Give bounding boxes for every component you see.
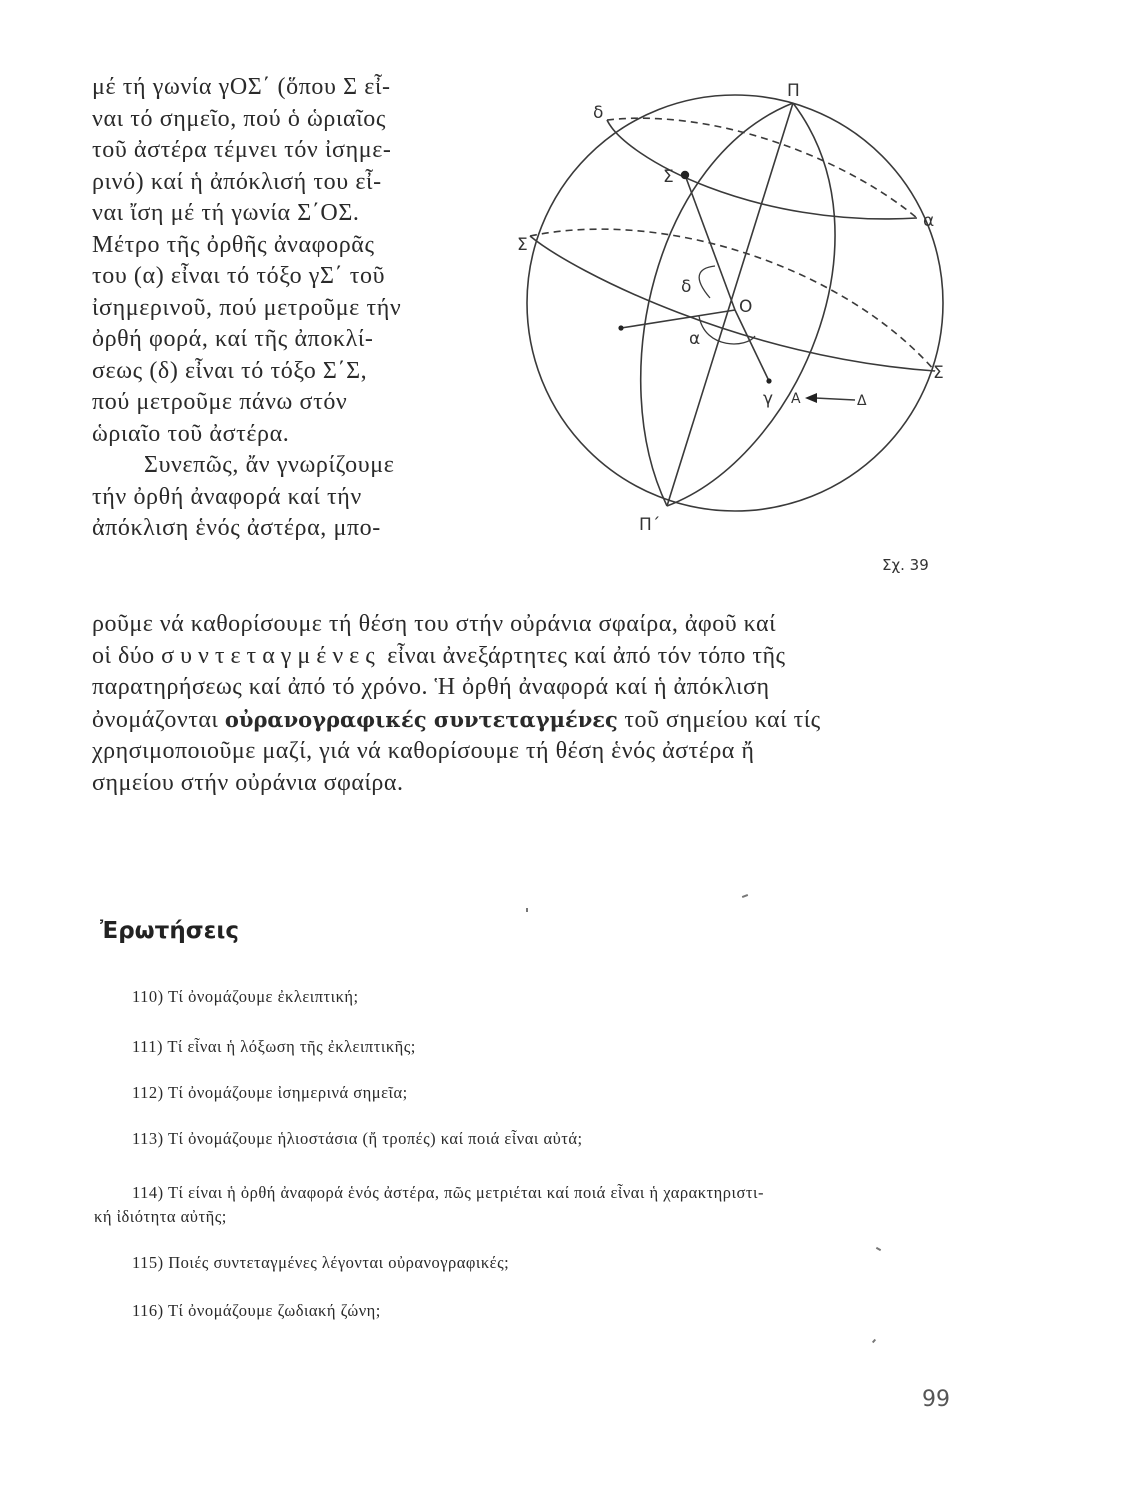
text-line: ρινό) καί ἡ ἀπόκλισή του εἶ- bbox=[92, 168, 382, 195]
label-arrow-end: Δ bbox=[857, 393, 867, 409]
center-to-vernal-point bbox=[735, 310, 769, 381]
text-line: ἀπόκλιση ἑνός ἀστέρα, μπο- bbox=[92, 515, 381, 541]
text-line: τοῦ ἀστέρα τέμνει τόν ἰσημε- bbox=[92, 137, 392, 163]
scan-speck bbox=[876, 1247, 881, 1251]
label-star: Σ bbox=[663, 167, 674, 187]
text-span: ὀνομάζονται bbox=[92, 706, 219, 733]
full-width-text-block bbox=[92, 609, 952, 799]
text-line: ὀρθή φορά, καί τῆς ἀποκλί- bbox=[92, 326, 374, 352]
question-item: 110) Τί ὀνομάζουμε ἐκλειπτική; bbox=[132, 987, 359, 1006]
figure-caption: Σχ. 39 bbox=[882, 556, 929, 574]
label-delta-angle: δ bbox=[681, 277, 692, 297]
question-item: 113) Τί ὀνομάζουμε ἡλιοστάσια (ἤ τροπές) καί ποιά εἶναι αὐτά; bbox=[132, 1129, 583, 1148]
scan-speck bbox=[742, 894, 748, 898]
label-right-top: α bbox=[923, 211, 935, 231]
text-line: μέ τή γωνία γΟΣ΄ (ὅπου Σ εἶ- bbox=[92, 74, 391, 100]
label-bottom-pole: Π΄ bbox=[639, 515, 661, 535]
scan-speck bbox=[526, 908, 528, 912]
text-line: σημείου στήν οὐράνια σφαίρα. bbox=[92, 769, 404, 796]
text-line: του (α) εἶναι τό τόξο γΣ΄ τοῦ bbox=[92, 263, 386, 289]
text-line: ἰσημερινοῦ, πού μετροῦμε τήν bbox=[92, 294, 402, 321]
page-number: 99 bbox=[922, 1387, 950, 1412]
text-span: τοῦ σημείου καί τίς bbox=[624, 706, 821, 733]
spaced-term: συντεταγμένες bbox=[161, 642, 381, 669]
text-line: ναι ἴση μέ τή γωνία Σ΄ΟΣ. bbox=[92, 200, 360, 226]
text-line bbox=[92, 641, 952, 673]
hour-circle-front bbox=[641, 103, 793, 506]
label-top-pole: Π bbox=[787, 81, 800, 101]
label-center: Ο bbox=[739, 297, 753, 317]
label-alpha-angle: α bbox=[689, 329, 701, 349]
star-point bbox=[681, 171, 689, 179]
question-item: 111) Τί εἶναι ἡ λόξωση τῆς ἐκλειπτικῆς; bbox=[132, 1037, 416, 1056]
vernal-point bbox=[766, 378, 771, 383]
delta-angle-arc bbox=[699, 266, 715, 298]
label-right-equator: Σ bbox=[933, 363, 944, 383]
question-item: 115) Ποιές συντεταγμένες λέγονται οὐρανογραφικές; bbox=[132, 1253, 510, 1272]
text-line bbox=[92, 704, 952, 737]
sphere-outline bbox=[527, 95, 943, 511]
question-line: 114) Τί είναι ἡ ὀρθή ἀναφορά ἑνός ἀστέρα, πῶς μετριέται καί ποιά εἶναι ἡ χαρακτηριστι- bbox=[132, 1183, 764, 1202]
label-arrow-start: Α bbox=[791, 391, 801, 407]
text-line: χρησιμοποιοῦμε μαζί, γιά νά καθορίσουμε τή θέση ἑνός ἀστέρα ἤ bbox=[92, 738, 755, 764]
text-line: τήν ὀρθή ἀναφορά καί τήν bbox=[92, 483, 362, 510]
text-line: ροῦμε νά καθορίσουμε τή θέση του στήν οὐράνια σφαίρα, ἀφοῦ καί bbox=[92, 611, 777, 637]
text-line: πού μετροῦμε πάνω στόν bbox=[92, 389, 348, 415]
text-line: Μέτρο τῆς ὀρθῆς ἀναφορᾶς bbox=[92, 231, 375, 258]
text-line: σεως (δ) εἶναι τό τόξο Σ΄Σ, bbox=[92, 357, 368, 384]
scan-speck bbox=[872, 1339, 876, 1343]
label-left-equator: Σ bbox=[517, 235, 528, 255]
center-to-star bbox=[685, 175, 735, 310]
text-line: ναι τό σημεῖο, πού ὁ ὡριαῖος bbox=[92, 105, 386, 132]
text-line: παρατηρήσεως καί ἀπό τό χρόνο. Ἡ ὀρθή ἀναφορά καί ἡ ἀπόκλιση bbox=[92, 674, 770, 700]
direction-arrow-line bbox=[815, 398, 855, 400]
question-item: 116) Τί ὀνομάζουμε ζωδιακή ζώνη; bbox=[132, 1301, 381, 1320]
question-item: 112) Τί ὀνομάζουμε ἰσημερινά σημεῖα; bbox=[132, 1083, 408, 1102]
text-line: ὡριαῖο τοῦ ἀστέρα. bbox=[92, 420, 290, 447]
wrapped-text-block bbox=[92, 72, 492, 545]
celestial-sphere-diagram bbox=[515, 78, 955, 548]
question-item bbox=[94, 1181, 962, 1229]
text-span: οἱ δύο bbox=[92, 642, 155, 669]
label-vernal-point: γ bbox=[763, 389, 774, 409]
text-line: Συνεπῶς, ἄν γνωρίζουμε bbox=[144, 452, 395, 478]
label-left-top: δ bbox=[593, 103, 604, 123]
questions-heading: Ἐρωτήσεις bbox=[100, 918, 240, 944]
question-line-continuation: κή ἰδιότητα αὐτῆς; bbox=[94, 1207, 227, 1226]
arrow-head bbox=[805, 393, 817, 403]
text-span: εἶναι ἀνεξάρτητες καί ἀπό τόν τόπο τῆς bbox=[387, 642, 786, 669]
equator-back bbox=[530, 229, 935, 371]
equator-point bbox=[618, 325, 623, 330]
bold-term: οὐρανογραφικές συντεταγμένες bbox=[224, 706, 618, 732]
polar-axis bbox=[667, 103, 793, 506]
